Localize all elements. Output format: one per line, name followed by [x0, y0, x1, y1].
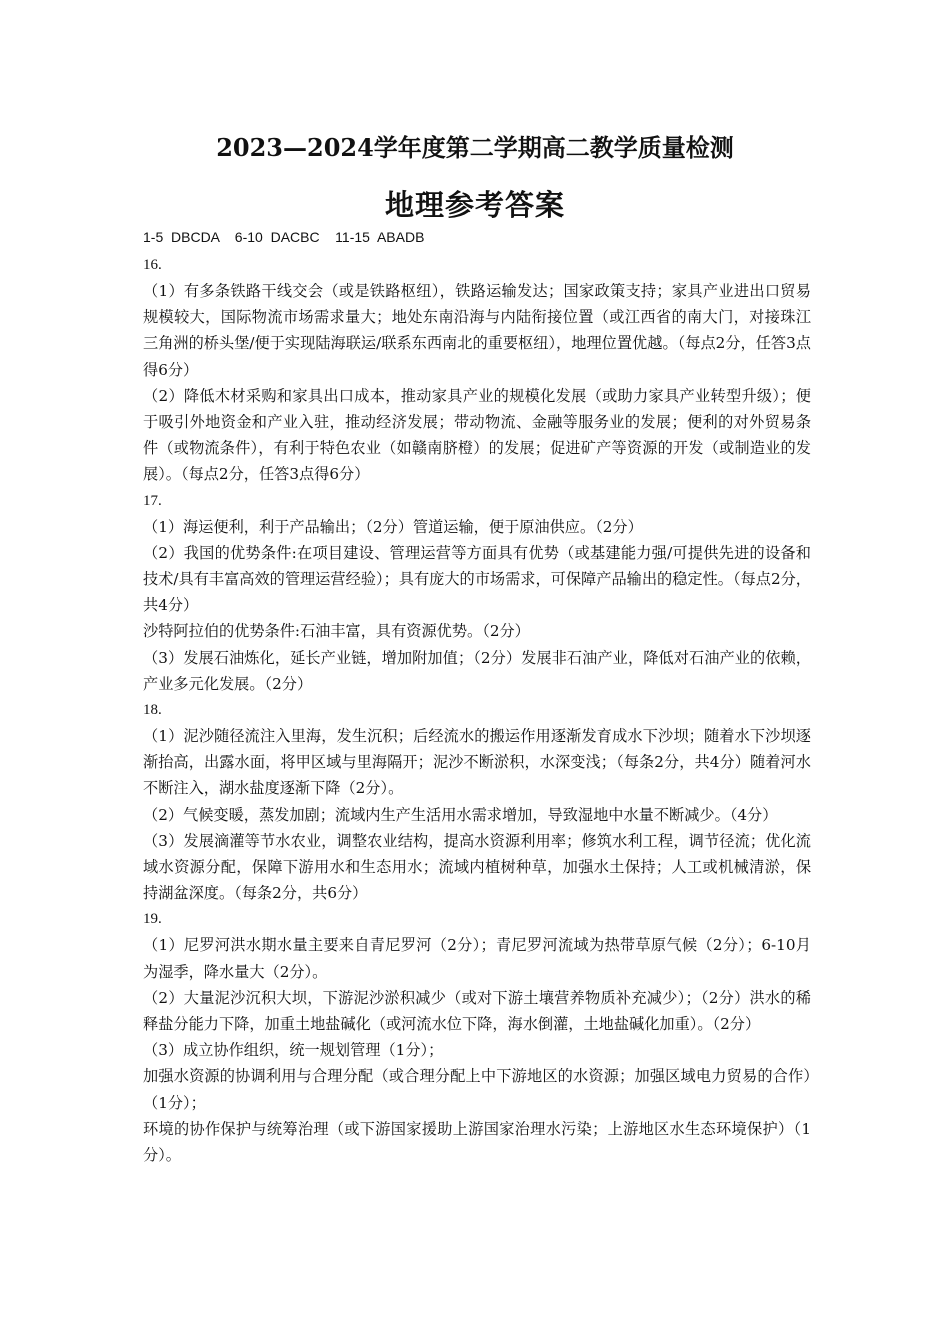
question-17-answer-1: （1）海运便利，利于产品输出；（2分）管道运输，便于原油供应。（2分） [143, 517, 643, 536]
question-17-number: 17. [143, 492, 162, 509]
document-title: 2023—2024学年度第二学期高二教学质量检测 [216, 133, 734, 162]
question-18-answer-3: （3）发展滴灌等节水农业，调整农业结构，提高水资源利用率；修筑水利工程，调节径流；优化流域水资源分配，保障下游用水和生态用水；流域内植树种草，加强水土保持；人工或机械清淤，保持湖盆深度。（每条2分，共6分） [143, 831, 811, 903]
answer-content [143, 228, 811, 1168]
question-18-answer-1: （1）泥沙随径流注入里海，发生沉积；后经流水的搬运作用逐渐发育成水下沙坝；随着水下沙坝逐渐抬高，出露水面，将甲区域与里海隔开；泥沙不断淤积，水深变浅；（每条2分，共4分）随着河水不断注入，湖水盐度逐渐下降（2分）。 [143, 727, 811, 798]
question-19-number: 19. [143, 911, 162, 928]
question-19-answer-3c: 环境的协作保护与统筹治理（或下游国家援助上游国家治理水污染；上游地区水生态环境保护）（1分）。 [143, 1119, 811, 1165]
multiple-choice-answers: 1-5 DBCDA 6-10 DACBC 11-15 ABADB [143, 229, 425, 245]
question-16-number: 16. [143, 257, 162, 273]
question-18-answer-2: （2）气候变暖，蒸发加剧；流域内生产生活用水需求增加，导致湿地中水量不断减少。（4分） [143, 805, 778, 824]
document-subtitle: 地理参考答案 [384, 188, 565, 222]
question-17-answer-3: （3）发展石油炼化，延长产业链，增加附加值；（2分）发展非石油产业，降低对石油产业的依赖，产业多元化发展。（2分） [143, 648, 811, 693]
question-16-answer-2: （2）降低木材采购和家具出口成本，推动家具产业的规模化发展（或助力家具产业转型升级）；便于吸引外地资金和产业入驻，推动经济发展；带动物流、金融等服务业的发展；便利的对外贸易条件（或物流条件），有利于特色农业（如赣南脐橙）的发展；促进矿产等资源的开发（或制造业的发展）。（每点2分，任答3点得6分） [143, 386, 811, 484]
question-19-answer-1: （1）尼罗河洪水期水量主要来自青尼罗河（2分）；青尼罗河流域为热带草原气候（2分）；6-10月为湿季，降水量大（2分）。 [143, 936, 811, 981]
question-19-answer-3b: 加强水资源的协调利用与合理分配（或合理分配上中下游地区的水资源；加强区域电力贸易的合作）（1分）； [143, 1067, 811, 1112]
question-17-answer-2: （2）我国的优势条件:在项目建设、管理运营等方面具有优势（或基建能力强/可提供先进的设备和技术/具有丰富高效的管理运营经验）；具有庞大的市场需求，可保障产品输出的稳定性。（每点2分，共4分） [143, 543, 811, 615]
question-19-answer-3: （3）成立协作组织，统一规划管理（1分）； [143, 1041, 444, 1060]
question-18-number: 18. [143, 702, 162, 719]
question-17-answer-2b: 沙特阿拉伯的优势条件:石油丰富，具有资源优势。（2分） [143, 622, 530, 641]
question-19-answer-2: （2）大量泥沙沉积大坝，下游泥沙淤积减少（或对下游土壤营养物质补充减少）；（2分）洪水的稀释盐分能力下降，加重土地盐碱化（或河流水位下降，海水倒灌，土地盐碱化加重）。（2分） [143, 988, 811, 1034]
question-16-answer-1: （1）有多条铁路干线交会（或是铁路枢纽），铁路运输发达；国家政策支持；家具产业进出口贸易规模较大，国际物流市场需求量大；地处东南沿海与内陆衔接位置（或江西省的南大门，对接珠江三角洲的桥头堡/便于实现陆海联运/联系东西南北的重要枢纽），地理位置优越。（每点2分，任答3点得6分） [143, 282, 811, 379]
